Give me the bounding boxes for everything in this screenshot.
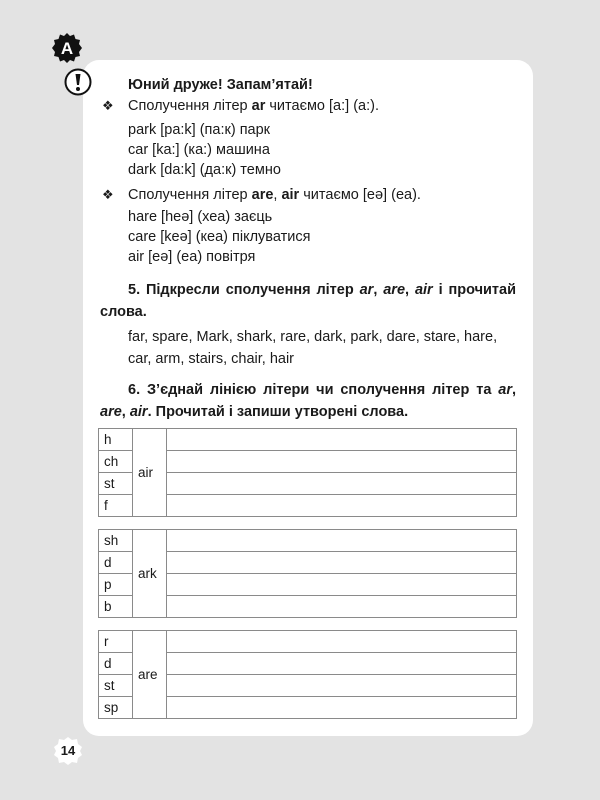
rule-are-air: Сполучення літер are, air читаємо [eə] (еа). [128,187,421,203]
suffix-cell: are [133,631,167,719]
answer-line[interactable] [167,451,517,473]
answer-line[interactable] [167,675,517,697]
task5-words: far, spare, Mark, shark, rare, dark, park, dare, stare, hare, car, arm, stairs, chair, hair [128,329,498,367]
note-heading: Юний друже! Запам’ятай! [128,77,313,93]
page-number [53,736,83,766]
letter-cell: st [99,675,133,697]
letter-cell: d [99,653,133,675]
diamond-bullet-icon: ❖ [102,98,114,113]
matching-table-are [98,630,517,719]
rule-ar: Сполучення літер ar читаємо [a:] (a:). [128,98,379,114]
letter-cell: sh [99,530,133,552]
task5-instruction: 5. Підкресли сполучення літер ar, are, air і прочитай слова. [100,282,517,320]
exclamation-icon [64,68,92,96]
diamond-bullet-icon: ❖ [102,187,114,202]
suffix-cell: air [133,429,167,517]
letter-cell: d [99,552,133,574]
letter-cell: st [99,473,133,495]
page-number-text: 14 [60,743,76,758]
answer-line[interactable] [167,495,517,517]
matching-table-air [98,428,517,517]
letter-cell: r [99,631,133,653]
letter-cell: p [99,574,133,596]
example-line: park [pa:k] (па:к) парк [128,122,271,138]
example-line: hare [heə] (хеа) заєць [128,209,273,225]
answer-line[interactable] [167,653,517,675]
example-line: care [keə] (кеа) піклуватися [128,229,311,245]
suffix-cell: ark [133,530,167,618]
letter-cell: h [99,429,133,451]
answer-line[interactable] [167,473,517,495]
answer-line[interactable] [167,574,517,596]
matching-table-ark [98,529,517,618]
letter-cell: sp [99,697,133,719]
letter-cell: ch [99,451,133,473]
example-line: dark [da:k] (да:к) темно [128,162,281,178]
answer-line[interactable] [167,552,517,574]
answer-line[interactable] [167,631,517,653]
section-badge-letter: A [60,39,74,58]
answer-line[interactable] [167,530,517,552]
task6-instruction: 6. З’єднай лінією літери чи сполучення літер та ar, are, air. Прочитай і запиши утворені слова. [100,382,516,420]
example-line: car [ka:] (ка:) машина [128,142,270,158]
answer-line[interactable] [167,596,517,618]
example-line: air [eə] (еа) повітря [128,249,256,265]
answer-line[interactable] [167,697,517,719]
section-badge [52,33,82,63]
letter-cell: f [99,495,133,517]
answer-line[interactable] [167,429,517,451]
letter-cell: b [99,596,133,618]
